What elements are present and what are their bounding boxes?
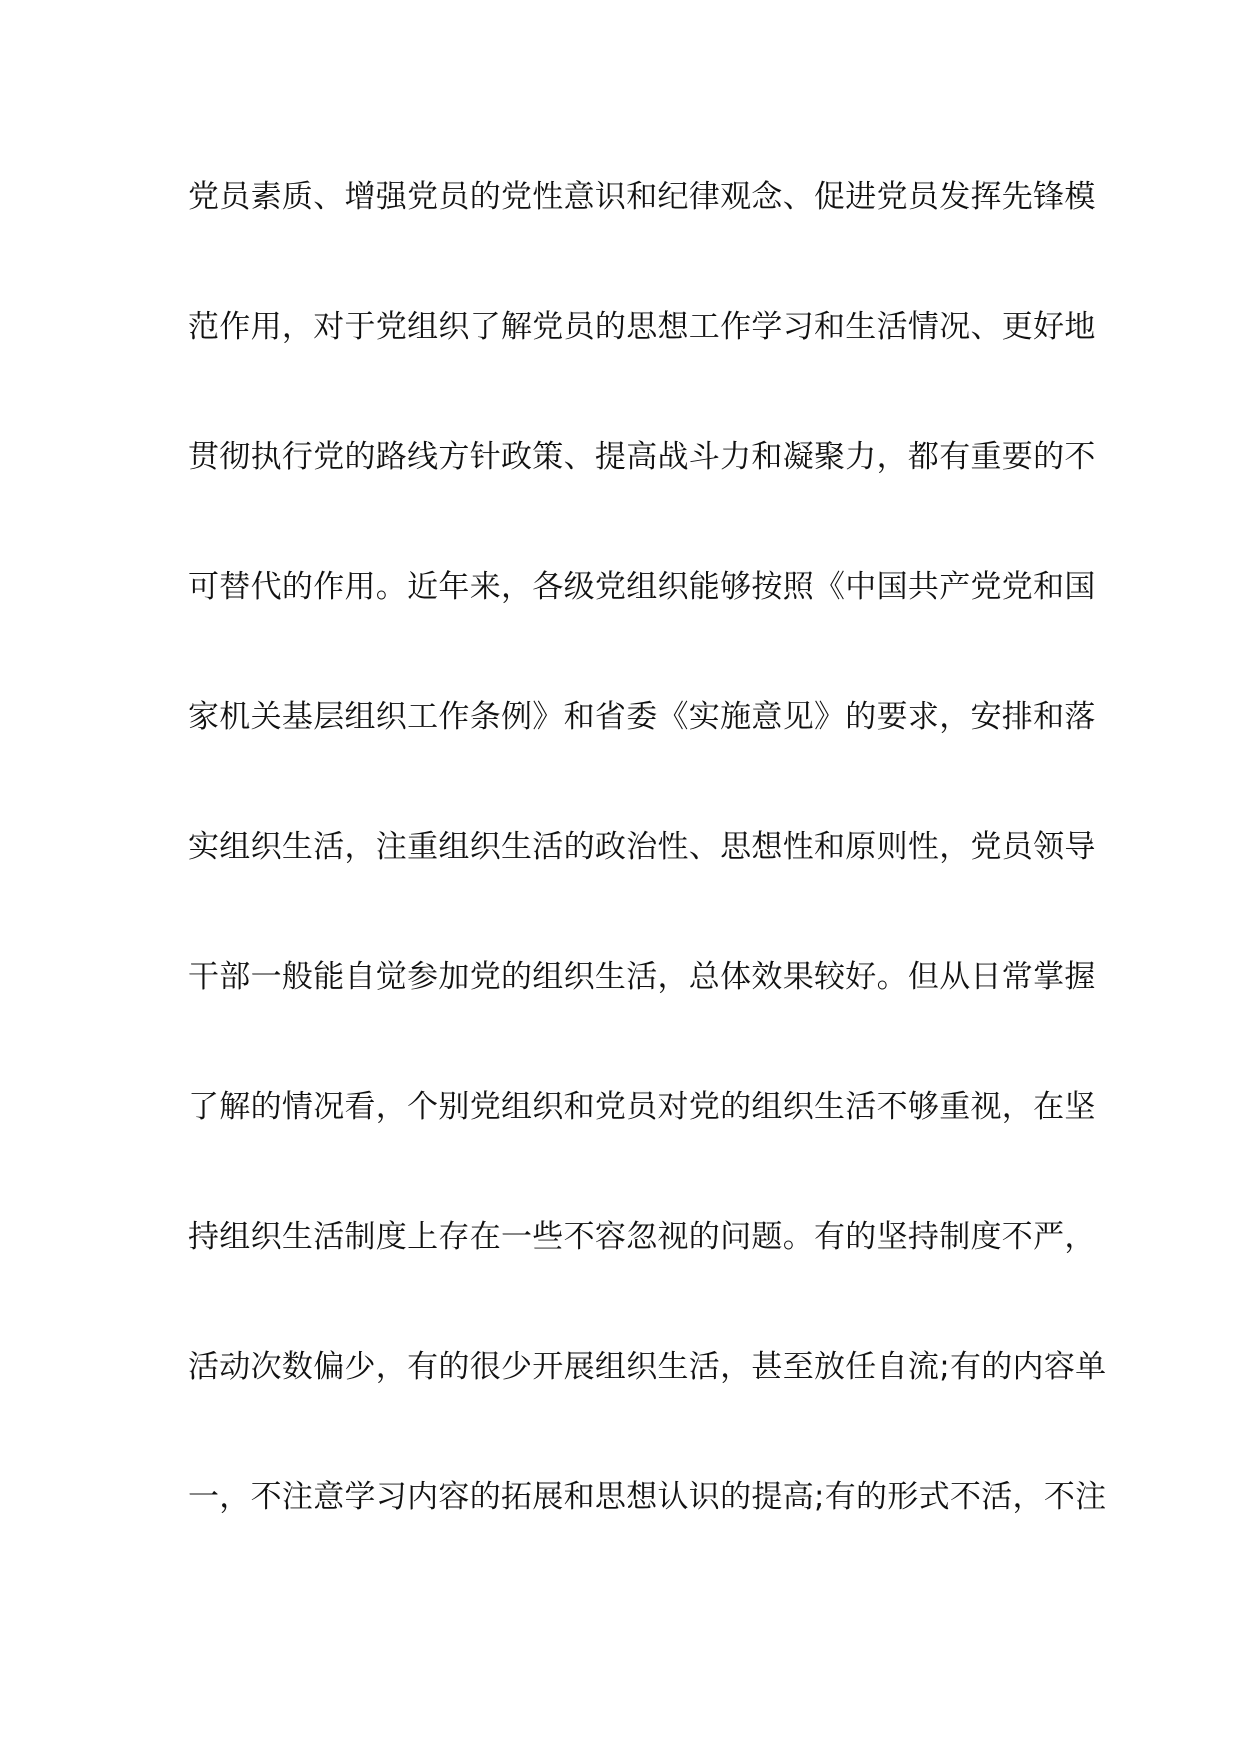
text-line: 了解的情况看，个别党组织和党员对党的组织生活不够重视，在坚 bbox=[188, 1089, 1096, 1125]
text-line: 可替代的作用。近年来，各级党组织能够按照《中国共产党党和国 bbox=[188, 569, 1096, 605]
text-line: 实组织生活，注重组织生活的政治性、思想性和原则性，党员领导 bbox=[188, 829, 1096, 865]
text-line: 活动次数偏少，有的很少开展组织生活，甚至放任自流;有的内容单 bbox=[188, 1349, 1107, 1385]
text-line: 家机关基层组织工作条例》和省委《实施意见》的要求，安排和落 bbox=[188, 699, 1096, 735]
text-line: 干部一般能自觉参加党的组织生活，总体效果较好。但从日常掌握 bbox=[188, 959, 1096, 995]
text-line: 一，不注意学习内容的拓展和思想认识的提高;有的形式不活，不注 bbox=[188, 1479, 1107, 1515]
text-line: 贯彻执行党的路线方针政策、提高战斗力和凝聚力，都有重要的不 bbox=[188, 439, 1096, 475]
text-line: 持组织生活制度上存在一些不容忽视的问题。有的坚持制度不严， bbox=[188, 1219, 1096, 1255]
text-line: 党员素质、增强党员的党性意识和纪律观念、促进党员发挥先锋模 bbox=[188, 179, 1096, 215]
body-text bbox=[188, 160, 1107, 1590]
text-line: 范作用，对于党组织了解党员的思想工作学习和生活情况、更好地 bbox=[188, 309, 1096, 345]
